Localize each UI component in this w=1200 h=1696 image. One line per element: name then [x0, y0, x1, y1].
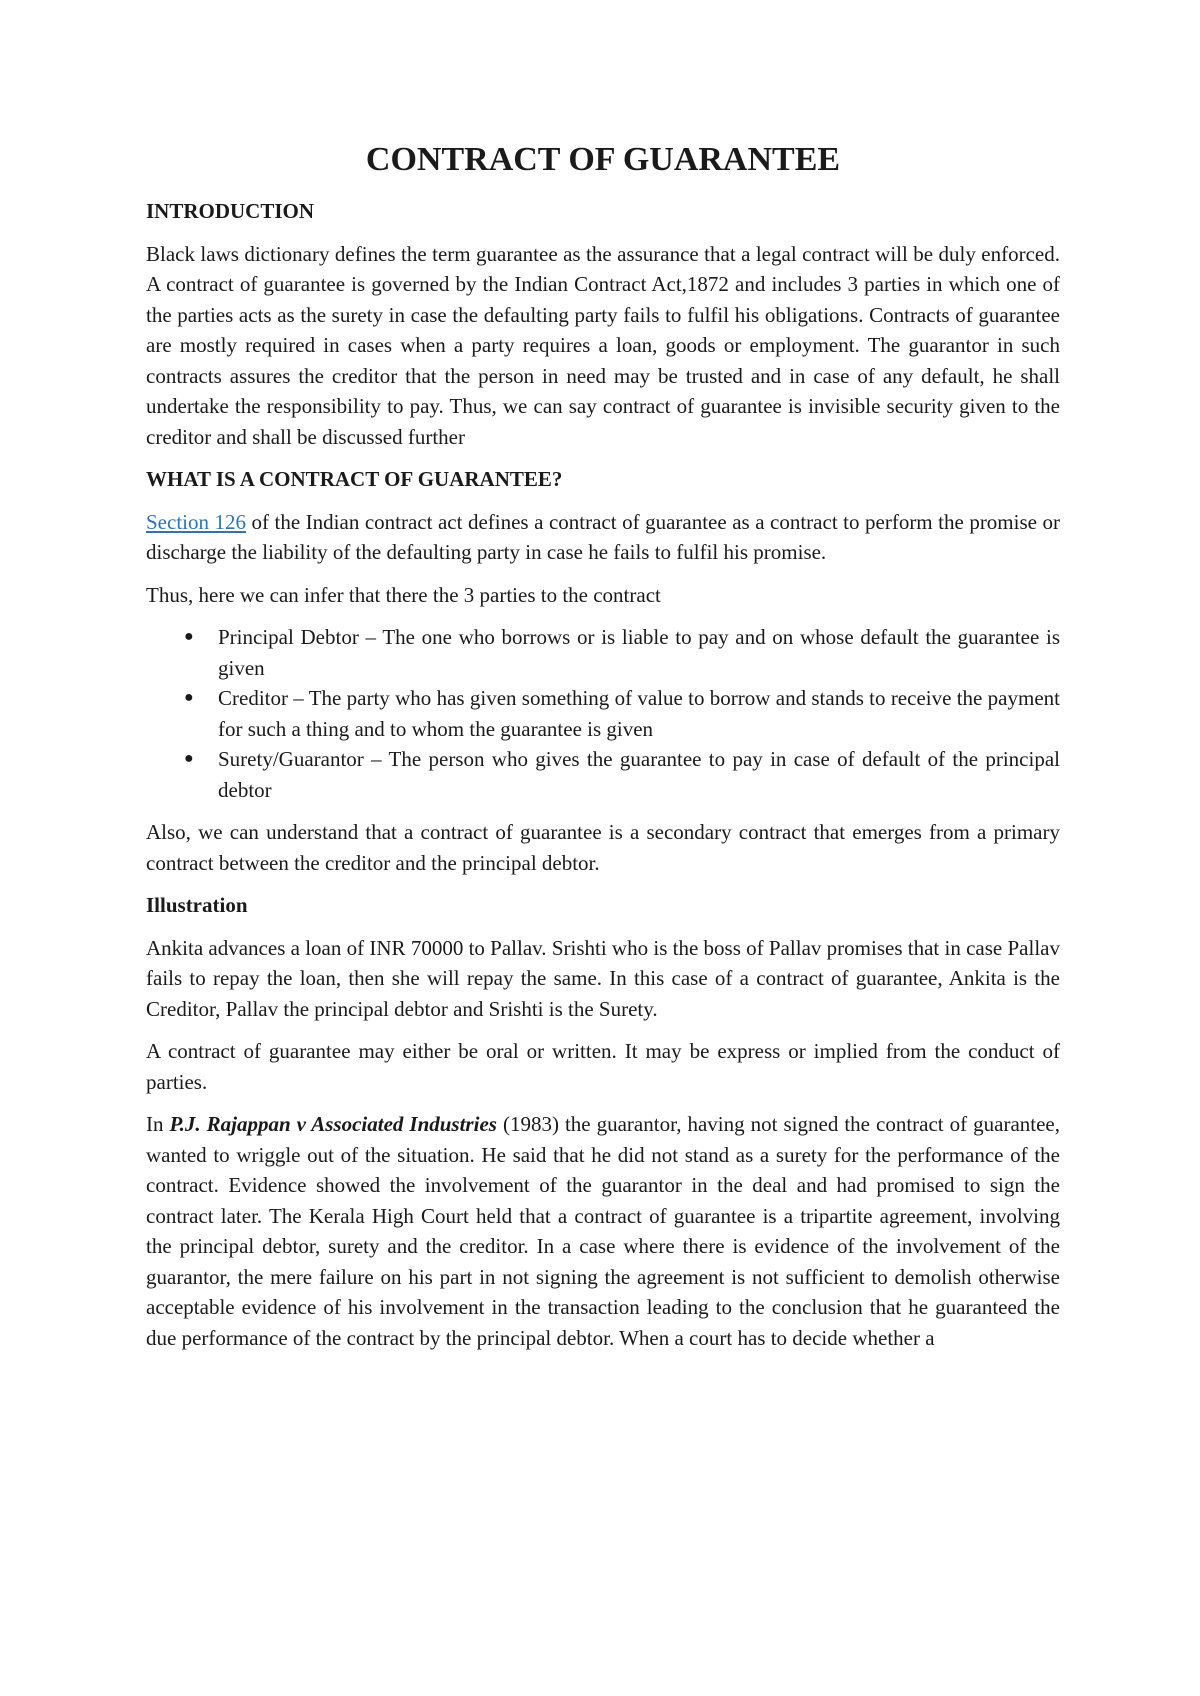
section-126-paragraph [146, 507, 1060, 568]
list-item-text: Surety/Guarantor – The person who gives the guarantee to pay in case of default of the principal debtor [218, 747, 1060, 802]
case-prefix: In [146, 1112, 170, 1136]
parties-list [146, 622, 1060, 805]
illustration-paragraph: Ankita advances a loan of INR 70000 to Pallav. Srishti who is the boss of Pallav promises that in case Pallav fails to repay the loan, then she will repay the same. In this case of a contract of guarantee, Ankita is the Creditor, Pallav the principal debtor and Srishti is the Surety. [146, 935, 1060, 1021]
section-126-text: of the Indian contract act defines a contract of guarantee as a contract to perform the promise or discharge the liability of the defaulting party in case he fails to fulfil his promise. [146, 509, 1060, 564]
list-item [184, 744, 1060, 805]
document-page [146, 140, 1060, 1365]
introduction-paragraph: Black laws dictionary defines the term guarantee as the assurance that a legal contract will be duly enforced. A contract of guarantee is governed by the Indian Contract Act,1872 and includes 3 parties in which one of the parties acts as the surety in case the defaulting party fails to fulfil his obligations. Contracts of guarantee are mostly required in cases when a party requires a loan, goods or employment. The guarantor in such contracts assures the creditor that the person in need may be trusted and in case of any default, he shall undertake the responsibility to pay. Thus, we can say contract of guarantee is invisible security given to the creditor and shall be discussed further [146, 241, 1060, 449]
document-title: CONTRACT OF GUARANTEE [365, 141, 841, 178]
section-126-link[interactable]: Section 126 [146, 509, 246, 534]
list-item-text: Creditor – The party who has given something of value to borrow and stands to receive the payment for such a thing and to whom the guarantee is given [218, 686, 1060, 741]
bullet-icon: ● [184, 628, 194, 645]
case-law-paragraph [146, 1109, 1060, 1353]
case-name: P.J. Rajappan v Associated Industries [169, 1112, 497, 1136]
secondary-contract-paragraph: Also, we can understand that a contract of guarantee is a secondary contract that emerges from a primary contract between the creditor and the principal debtor. [146, 820, 1060, 875]
bullet-icon: ● [184, 750, 194, 767]
what-is-heading: WHAT IS A CONTRACT OF GUARANTEE? [146, 467, 563, 491]
list-item-text: Principal Debtor – The one who borrows or is liable to pay and on whose default the guarantee is given [218, 625, 1060, 680]
oral-written-paragraph: A contract of guarantee may either be oral or written. It may be express or implied from the conduct of parties. [146, 1039, 1060, 1094]
introduction-heading: INTRODUCTION [146, 199, 315, 223]
bullet-icon: ● [184, 689, 194, 706]
list-item [184, 622, 1060, 683]
case-text: (1983) the guarantor, having not signed the contract of guarantee, wanted to wriggle out of the situation. He said that he did not stand as a surety for the performance of the contract. Evidence showed the involvement of the guarantor in the deal and had promised to sign the contract later. The Kerala High Court held that a contract of guarantee is a tripartite agreement, involving the principal debtor, surety and the creditor. In a case where there is evidence of the involvement of the guarantor, the mere failure on his part in not signing the agreement is not sufficient to demolish otherwise acceptable evidence of his involvement in the transaction leading to the conclusion that he guaranteed the due performance of the contract by the principal debtor. When a court has to decide whether a [146, 1112, 1060, 1350]
illustration-heading: Illustration [146, 893, 248, 917]
list-item [184, 683, 1060, 744]
parties-intro-paragraph: Thus, here we can infer that there the 3 parties to the contract [146, 582, 661, 607]
